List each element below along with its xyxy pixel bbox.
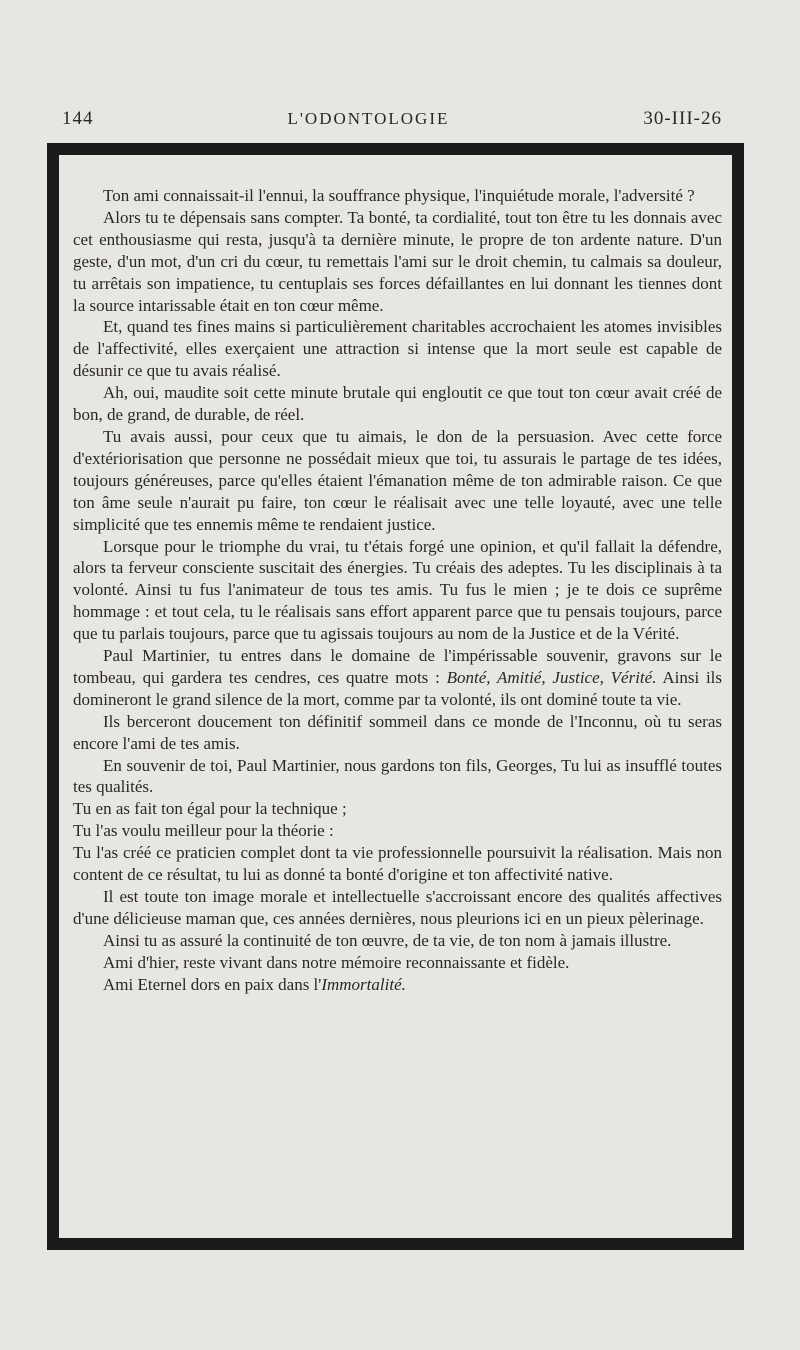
paragraph: Ah, oui, maudite soit cette minute brutale qui engloutit ce que tout ton cœur avait créé de bon, de grand, de durable, de réel. — [73, 383, 722, 425]
paragraph-text: Paul Martinier, tu entres dans le domaine de l'impérissable souvenir, gravons sur le tombeau, qui gardera tes cendres, ces quatre mots : — [73, 646, 722, 687]
eulogy-text — [73, 185, 722, 996]
paragraph: Ils berceront doucement ton définitif sommeil dans ce monde de l'Inconnu, où tu seras encore l'ami de tes amis. — [73, 711, 722, 753]
mourning-border — [47, 143, 744, 1250]
paragraph: Tu l'as voulu meilleur pour la théorie : — [73, 821, 334, 841]
paragraph: Il est toute ton image morale et intellectuelle s'accroissant encore des qualités affectives d'une délicieuse maman que, ces années dernières, nous pleurions ici en un pieux pèlerinage. — [73, 887, 722, 928]
journal-title: L'ODONTOLOGIE — [287, 109, 450, 128]
epitaph-words: Bonté, Amitié, Justice, Vérité. — [446, 667, 657, 687]
page-number: 144 — [62, 108, 94, 129]
paragraph: Tu l'as créé ce praticien complet dont ta vie professionnelle poursuivit la réalisation. Mais non content de ce résultat, tu lui as donné ta bonté d'origine et ton affectivité native. — [73, 843, 722, 885]
paragraph: Tu en as fait ton égal pour la technique ; — [73, 799, 347, 819]
closing-word: Immortalité. — [321, 974, 406, 994]
paragraph-text: Ainsi ils domineront le grand silence de la mort, comme par ta volonté, ils ont dominé toute ta vie. — [73, 667, 723, 709]
paragraph: Ton ami connaissait-il l'ennui, la souffrance physique, l'inquiétude morale, l'adversité ? — [103, 186, 695, 205]
paragraph: Tu avais aussi, pour ceux que tu aimais, le don de la persuasion. Avec cette force d'extériorisation que personne ne possédait mieux que toi, tu assurais le partage de tes idées, toujours généreuses, parce qu'elles étaient l'émanation même de ton admirable raison. Ce que ton âme seule n'aurait pu faire, ton cœur le réalisait avec une telle loyauté, avec une telle simplicité que tes ennemis même te rendaient justice. — [73, 426, 722, 534]
paragraph-text: Ami Eternel dors en paix dans l' — [103, 974, 322, 994]
paragraph-epitaph — [73, 645, 722, 711]
paragraph: Ainsi tu as assuré la continuité de ton œuvre, de ta vie, de ton nom à jamais illustre. — [103, 930, 672, 950]
paragraph-closing — [73, 974, 722, 996]
paragraph: Alors tu te dépensais sans compter. Ta bonté, ta cordialité, tout ton être tu les donnais avec cet enthousiasme qui resta, jusqu'à ta dernière minute, le propre de ton ardente nature. D'un geste, d'un mot, d'un cri du cœur, tu remettais l'ami sur le droit chemin, tu calmais sa douleur, tu arrêtais son impatience, tu centuplais ses forces défaillantes en lui donnant les tiennes dont la source intarissable était en ton cœur même. — [73, 207, 722, 315]
page-header — [62, 108, 722, 130]
paragraph: Ami d'hier, reste vivant dans notre mémoire reconnaissante et fidèle. — [103, 952, 570, 972]
paragraph: Et, quand tes fines mains si particulièrement charitables accrochaient les atomes invisibles de l'affectivité, elles exerçaient une attraction si intense que la mort seule est capable de désunir ce que tu avais réalisé. — [73, 317, 722, 381]
issue-date: 30-III-26 — [643, 108, 722, 129]
paragraph: En souvenir de toi, Paul Martinier, nous gardons ton fils, Georges, Tu lui as insufflé toutes tes qualités. — [73, 755, 722, 797]
paragraph: Lorsque pour le triomphe du vrai, tu t'étais forgé une opinion, et qu'il fallait la défendre, alors ta ferveur consciente suscitait des énergies. Tu créais des adeptes. Tu les disciplinais à ta volonté. Ainsi tu fus l'animateur de tous tes amis. Tu fus le mien ; je te dois ce suprême hommage : et tout cela, tu le réalisais sans effort apparent parce que tu pensais toujours, parce que tu parlais toujours, parce que tu agissais toujours au nom de la Justice et de la Vérité. — [73, 536, 722, 644]
text-panel — [59, 155, 732, 1238]
